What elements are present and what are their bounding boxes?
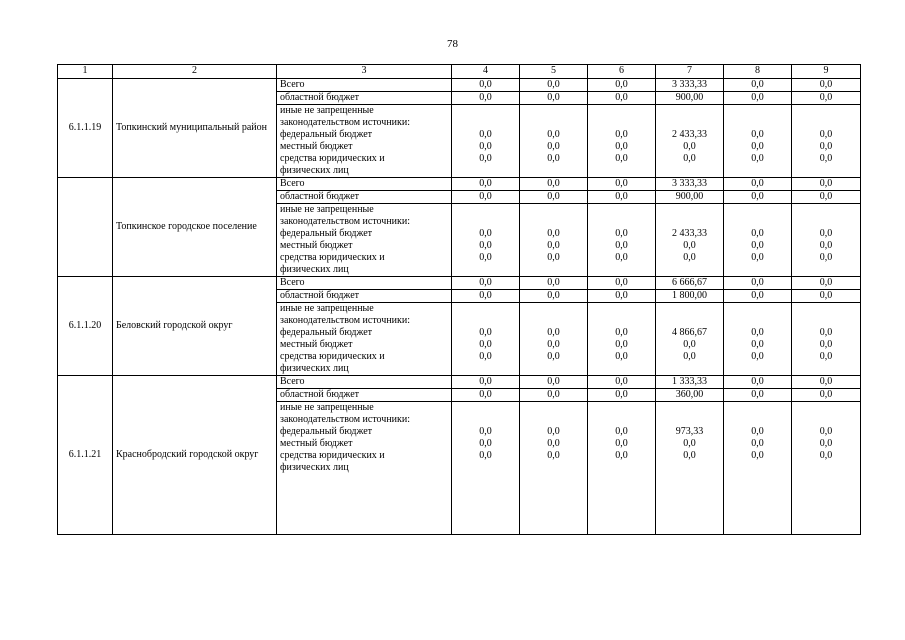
total-value: 0,0 (724, 376, 792, 389)
local-budget-value: 0,0 (751, 240, 764, 251)
blank-line (727, 315, 788, 327)
column-number: 3 (277, 65, 452, 79)
regional-budget-value: 0,0 (588, 191, 656, 204)
source-label: федеральный бюджет (280, 129, 373, 140)
blank-line (795, 216, 857, 228)
local-budget-value: 0,0 (615, 240, 628, 251)
legal-entities-value: 0,0 (751, 351, 764, 362)
federal-budget-value: 0,0 (819, 228, 833, 239)
legal-entities-value: 0,0 (479, 351, 492, 362)
local-budget-value: 0,0 (683, 339, 696, 350)
legal-entities-value: 0,0 (547, 351, 560, 362)
blank-line (523, 117, 584, 129)
source-label: федеральный бюджет (280, 327, 373, 338)
blank-line (455, 414, 516, 426)
blank-line (591, 204, 652, 216)
blank-line (795, 117, 857, 129)
total-value: 3 333,33 (656, 79, 724, 92)
source-label: законодательством источники: (280, 216, 411, 227)
other-sources-values (656, 105, 724, 178)
regional-budget-value: 0,0 (452, 92, 520, 105)
local-budget-value: 0,0 (547, 141, 560, 152)
total-value: 0,0 (452, 79, 520, 92)
source-label: федеральный бюджет (280, 228, 373, 239)
blank-line (523, 315, 584, 327)
column-number: 4 (452, 65, 520, 79)
federal-budget-value: 0,0 (479, 426, 492, 437)
legal-entities-value: 0,0 (615, 450, 628, 461)
other-sources-values (520, 303, 588, 376)
blank-line (727, 303, 788, 315)
column-number: 9 (792, 65, 861, 79)
legal-entities-value: 0,0 (683, 252, 696, 263)
table-body (58, 79, 861, 535)
total-value: 0,0 (724, 277, 792, 290)
total-value: 0,0 (520, 376, 588, 389)
blank-line (523, 402, 584, 414)
federal-budget-value: 0,0 (547, 426, 560, 437)
local-budget-value: 0,0 (547, 438, 560, 449)
blank-line (523, 303, 584, 315)
federal-budget-value: 0,0 (547, 327, 560, 338)
federal-budget-value: 2 433,33 (672, 228, 707, 239)
source-label: физических лиц (280, 165, 349, 176)
other-sources-values (724, 402, 792, 535)
legal-entities-value: 0,0 (479, 252, 492, 263)
page-number: 78 (447, 38, 458, 50)
other-sources-values (588, 105, 656, 178)
blank-line (659, 315, 720, 327)
blank-line (280, 498, 448, 510)
total-value: 0,0 (588, 79, 656, 92)
regional-budget-label: областной бюджет (277, 290, 452, 303)
municipality-name: Беловский городской округ (113, 277, 277, 376)
other-sources-values (792, 402, 861, 535)
source-label: физических лиц (280, 264, 349, 275)
other-sources-values (792, 105, 861, 178)
legal-entities-value: 0,0 (683, 153, 696, 164)
blank-line (280, 510, 448, 522)
blank-line (591, 315, 652, 327)
blank-line (727, 204, 788, 216)
other-sources-labels (277, 402, 452, 535)
local-budget-value: 0,0 (547, 240, 560, 251)
regional-budget-value: 0,0 (724, 290, 792, 303)
total-value: 1 333,33 (656, 376, 724, 389)
total-value: 0,0 (520, 277, 588, 290)
regional-budget-value: 0,0 (792, 290, 861, 303)
source-label: иные не запрещенные (280, 105, 374, 116)
total-value: 0,0 (452, 376, 520, 389)
blank-line (591, 105, 652, 117)
municipality-name: Топкинский муниципальный район (113, 79, 277, 178)
other-sources-values (588, 402, 656, 535)
regional-budget-label: областной бюджет (277, 191, 452, 204)
local-budget-value: 0,0 (683, 141, 696, 152)
other-sources-values (588, 303, 656, 376)
blank-line (455, 204, 516, 216)
blank-line (523, 204, 584, 216)
legal-entities-value: 0,0 (683, 450, 696, 461)
other-sources-values (452, 402, 520, 535)
measure-code: 6.1.1.19 (58, 79, 113, 178)
other-sources-values (520, 204, 588, 277)
regional-budget-value: 0,0 (520, 389, 588, 402)
total-label: Всего (277, 79, 452, 92)
regional-budget-value: 1 800,00 (656, 290, 724, 303)
federal-budget-value: 0,0 (751, 129, 764, 140)
blank-line (659, 414, 720, 426)
other-sources-values (520, 105, 588, 178)
regional-budget-value: 900,00 (656, 191, 724, 204)
local-budget-value: 0,0 (615, 438, 628, 449)
measure-code: 6.1.1.21 (58, 376, 113, 535)
other-sources-values (656, 402, 724, 535)
blank-line (280, 474, 448, 486)
regional-budget-value: 0,0 (520, 191, 588, 204)
other-sources-values (452, 105, 520, 178)
local-budget-value: 0,0 (479, 141, 492, 152)
total-label: Всего (277, 277, 452, 290)
column-number: 7 (656, 65, 724, 79)
blank-line (455, 117, 516, 129)
blank-line (795, 303, 857, 315)
blank-line (659, 204, 720, 216)
other-sources-values (724, 303, 792, 376)
regional-budget-value: 0,0 (724, 389, 792, 402)
measure-code (58, 178, 113, 277)
other-sources-values (792, 204, 861, 277)
legal-entities-value: 0,0 (547, 153, 560, 164)
source-label: иные не запрещенные (280, 303, 374, 314)
legal-entities-value: 0,0 (819, 252, 833, 263)
total-row (58, 178, 861, 191)
local-budget-value: 0,0 (479, 240, 492, 251)
local-budget-value: 0,0 (615, 339, 628, 350)
measure-code: 6.1.1.20 (58, 277, 113, 376)
column-number: 8 (724, 65, 792, 79)
legal-entities-value: 0,0 (751, 252, 764, 263)
federal-budget-value: 0,0 (819, 426, 833, 437)
federal-budget-value: 0,0 (751, 228, 764, 239)
total-label: Всего (277, 178, 452, 191)
blank-line (659, 216, 720, 228)
other-sources-values (724, 204, 792, 277)
blank-line (727, 105, 788, 117)
regional-budget-label: областной бюджет (277, 92, 452, 105)
regional-budget-value: 0,0 (588, 92, 656, 105)
blank-line (727, 117, 788, 129)
federal-budget-value: 0,0 (819, 129, 833, 140)
blank-line (659, 402, 720, 414)
total-value: 0,0 (724, 79, 792, 92)
blank-line (591, 414, 652, 426)
other-sources-values (452, 303, 520, 376)
regional-budget-value: 0,0 (452, 389, 520, 402)
blank-line (591, 117, 652, 129)
local-budget-value: 0,0 (683, 438, 696, 449)
source-label: местный бюджет (280, 339, 353, 350)
regional-budget-value: 0,0 (588, 389, 656, 402)
source-label: иные не запрещенные (280, 204, 374, 215)
regional-budget-value: 0,0 (792, 389, 861, 402)
other-sources-labels (277, 204, 452, 277)
regional-budget-value: 0,0 (452, 191, 520, 204)
federal-budget-value: 973,33 (675, 426, 704, 437)
total-value: 3 333,33 (656, 178, 724, 191)
federal-budget-value: 0,0 (751, 327, 764, 338)
blank-line (591, 216, 652, 228)
other-sources-labels (277, 303, 452, 376)
source-label: средства юридических и (280, 351, 385, 362)
total-value: 0,0 (792, 277, 861, 290)
other-sources-values (588, 204, 656, 277)
local-budget-value: 0,0 (819, 141, 833, 152)
other-sources-values (452, 204, 520, 277)
legal-entities-value: 0,0 (751, 450, 764, 461)
total-value: 0,0 (588, 178, 656, 191)
regional-budget-value: 0,0 (724, 191, 792, 204)
legal-entities-value: 0,0 (479, 450, 492, 461)
total-value: 0,0 (452, 277, 520, 290)
regional-budget-value: 360,00 (656, 389, 724, 402)
local-budget-value: 0,0 (683, 240, 696, 251)
regional-budget-value: 0,0 (792, 191, 861, 204)
source-label: физических лиц (280, 363, 349, 374)
legal-entities-value: 0,0 (751, 153, 764, 164)
other-sources-values (792, 303, 861, 376)
regional-budget-value: 0,0 (520, 92, 588, 105)
total-value: 0,0 (724, 178, 792, 191)
source-label: местный бюджет (280, 141, 353, 152)
blank-line (727, 216, 788, 228)
other-sources-values (724, 105, 792, 178)
total-value: 0,0 (792, 79, 861, 92)
column-number: 1 (58, 65, 113, 79)
blank-line (523, 216, 584, 228)
source-label: средства юридических и (280, 153, 385, 164)
federal-budget-value: 0,0 (819, 327, 833, 338)
source-label: законодательством источники: (280, 315, 411, 326)
legal-entities-value: 0,0 (547, 450, 560, 461)
source-label: законодательством источники: (280, 414, 411, 425)
blank-line (727, 414, 788, 426)
federal-budget-value: 0,0 (479, 228, 492, 239)
blank-line (455, 315, 516, 327)
source-label: иные не запрещенные (280, 402, 374, 413)
blank-line (795, 414, 857, 426)
local-budget-value: 0,0 (547, 339, 560, 350)
blank-line (795, 402, 857, 414)
total-value: 0,0 (520, 79, 588, 92)
blank-line (659, 117, 720, 129)
budget-table (57, 64, 861, 535)
blank-line (591, 402, 652, 414)
other-sources-values (656, 204, 724, 277)
federal-budget-value: 0,0 (615, 129, 628, 140)
local-budget-value: 0,0 (479, 339, 492, 350)
column-number: 2 (113, 65, 277, 79)
local-budget-value: 0,0 (751, 141, 764, 152)
legal-entities-value: 0,0 (547, 252, 560, 263)
legal-entities-value: 0,0 (683, 351, 696, 362)
regional-budget-value: 0,0 (588, 290, 656, 303)
source-label: законодательством источники: (280, 117, 411, 128)
total-row (58, 79, 861, 92)
column-number: 5 (520, 65, 588, 79)
federal-budget-value: 0,0 (547, 228, 560, 239)
regional-budget-value: 0,0 (792, 92, 861, 105)
federal-budget-value: 0,0 (479, 129, 492, 140)
blank-line (659, 303, 720, 315)
regional-budget-value: 0,0 (520, 290, 588, 303)
federal-budget-value: 4 866,67 (672, 327, 707, 338)
legal-entities-value: 0,0 (615, 153, 628, 164)
regional-budget-value: 0,0 (452, 290, 520, 303)
source-label: средства юридических и (280, 450, 385, 461)
regional-budget-label: областной бюджет (277, 389, 452, 402)
municipality-name: Краснобродский городской округ (113, 376, 277, 535)
legal-entities-value: 0,0 (819, 450, 833, 461)
federal-budget-value: 0,0 (615, 228, 628, 239)
federal-budget-value: 2 433,33 (672, 129, 707, 140)
other-sources-values (656, 303, 724, 376)
other-sources-labels (277, 105, 452, 178)
local-budget-value: 0,0 (751, 339, 764, 350)
blank-line (280, 522, 448, 534)
blank-line (455, 303, 516, 315)
total-value: 0,0 (452, 178, 520, 191)
total-value: 6 666,67 (656, 277, 724, 290)
federal-budget-value: 0,0 (479, 327, 492, 338)
blank-line (455, 105, 516, 117)
blank-line (591, 303, 652, 315)
blank-line (795, 204, 857, 216)
legal-entities-value: 0,0 (615, 252, 628, 263)
blank-line (659, 105, 720, 117)
total-value: 0,0 (792, 376, 861, 389)
total-value: 0,0 (588, 277, 656, 290)
source-label: местный бюджет (280, 438, 353, 449)
federal-budget-value: 0,0 (547, 129, 560, 140)
regional-budget-value: 900,00 (656, 92, 724, 105)
source-label: местный бюджет (280, 240, 353, 251)
legal-entities-value: 0,0 (615, 351, 628, 362)
legal-entities-value: 0,0 (819, 153, 833, 164)
total-row (58, 277, 861, 290)
blank-line (727, 402, 788, 414)
federal-budget-value: 0,0 (615, 327, 628, 338)
other-sources-values (520, 402, 588, 535)
federal-budget-value: 0,0 (615, 426, 628, 437)
local-budget-value: 0,0 (751, 438, 764, 449)
column-number: 6 (588, 65, 656, 79)
blank-line (795, 315, 857, 327)
total-label: Всего (277, 376, 452, 389)
local-budget-value: 0,0 (615, 141, 628, 152)
legal-entities-value: 0,0 (819, 351, 833, 362)
local-budget-value: 0,0 (819, 438, 833, 449)
regional-budget-value: 0,0 (724, 92, 792, 105)
total-value: 0,0 (792, 178, 861, 191)
blank-line (280, 486, 448, 498)
source-label: физических лиц (280, 462, 349, 473)
blank-line (795, 105, 857, 117)
total-value: 0,0 (588, 376, 656, 389)
municipality-name: Топкинское городское поселение (113, 178, 277, 277)
total-value: 0,0 (520, 178, 588, 191)
blank-line (523, 414, 584, 426)
local-budget-value: 0,0 (819, 339, 833, 350)
legal-entities-value: 0,0 (479, 153, 492, 164)
source-label: федеральный бюджет (280, 426, 373, 437)
local-budget-value: 0,0 (819, 240, 833, 251)
federal-budget-value: 0,0 (751, 426, 764, 437)
blank-line (523, 105, 584, 117)
source-label: средства юридических и (280, 252, 385, 263)
local-budget-value: 0,0 (479, 438, 492, 449)
column-number-row (58, 65, 861, 79)
blank-line (455, 402, 516, 414)
blank-line (455, 216, 516, 228)
total-row (58, 376, 861, 389)
